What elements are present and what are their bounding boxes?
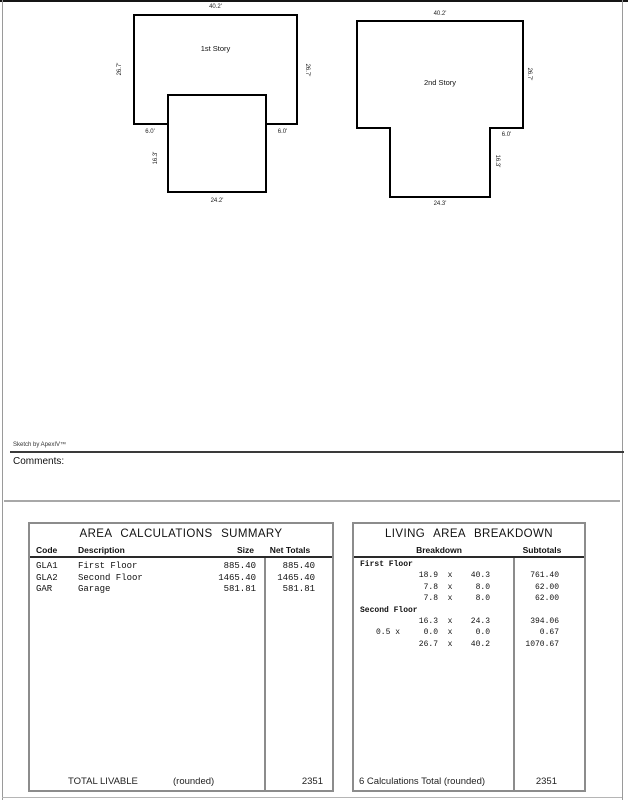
table-row [354,617,584,628]
breakdown-table-title: LIVING AREA BREAKDOWN [385,528,553,540]
breakdown-cell-subtotal: 394.06 [530,617,559,626]
table-row [354,594,584,605]
summary-total-label: TOTAL LIVABLE [68,776,138,787]
dim-garage-bottom: 24.2' [210,198,224,204]
section-rule [4,500,620,502]
table-row [354,571,584,582]
table-row [354,640,584,651]
breakdown-header-rule [354,556,584,558]
multiply-symbol: x [447,583,453,592]
table-row [30,573,332,584]
table-row [354,628,584,639]
breakdown-cell-dim-a: 7.8 [423,583,438,592]
summary-cell-size: 1465.40 [218,572,256,583]
area-calculations-summary-table [28,522,334,792]
summary-cell-code: GLA1 [36,561,58,571]
summary-cell-size: 885.40 [223,561,256,571]
summary-header-description: Description [78,545,125,555]
multiply-symbol: x [447,594,453,603]
table-row [30,584,332,595]
dim-first-right: 26.7' [304,63,310,77]
breakdown-cell-dim-b: 40.2 [470,640,490,649]
summary-total-note: (rounded) [173,776,215,787]
breakdown-total-value: 2351 [535,776,557,787]
sketch-credit: Sketch by ApexIV™ [13,442,67,448]
breakdown-cell-dim-b: 24.3 [470,617,490,626]
table-row [354,560,584,571]
dim-first-bottom-right: 6.0' [277,129,288,135]
dim-garage-side: 16.3' [153,151,159,165]
breakdown-cell-dim-a: 26.7 [418,640,438,649]
breakdown-cell-prefix: 0.5 x [375,628,400,637]
breakdown-cell-subtotal: 62.00 [534,594,559,603]
dim-second-ext-side: 16.3' [494,154,500,168]
dim-second-top: 40.2' [433,11,447,17]
summary-header-net-totals: Net Totals [269,545,311,555]
breakdown-cell-dim-b: 0.0 [475,628,490,637]
breakdown-cell-dim-a: 18.9 [418,571,438,580]
breakdown-cell-dim-a: 0.0 [423,628,438,637]
table-row [354,583,584,594]
summary-cell-code: GLA2 [36,572,58,583]
breakdown-cell-dim-b: 8.0 [475,594,490,603]
first-story-label: 1st Story [200,44,231,53]
breakdown-header-breakdown: Breakdown [416,545,462,555]
comments-label: Comments: [13,456,65,467]
breakdown-cell-subtotal: 761.40 [530,571,559,580]
multiply-symbol: x [447,628,453,637]
summary-cell-description: Second Floor [78,572,143,583]
summary-cell-description: First Floor [78,561,138,571]
second-story-label: 2nd Story [423,78,457,87]
page-border-left [2,0,3,800]
dim-first-left: 26.7' [117,62,123,76]
dim-first-bottom-left: 6.0' [145,129,155,135]
breakdown-cell-dim-a: 7.8 [423,594,438,603]
page-border-right [622,0,623,800]
breakdown-cell-dim-b: 8.0 [475,583,490,592]
living-area-breakdown-table [352,522,586,792]
summary-table-title: AREA CALCULATIONS SUMMARY [79,528,283,540]
page-border-top [0,0,628,2]
summary-cell-code: GAR [36,584,53,594]
credit-rule [10,451,624,453]
multiply-symbol: x [447,640,453,649]
summary-header-size: Size [236,545,254,555]
table-row [354,606,584,617]
multiply-symbol: x [447,617,453,626]
garage-outline [167,94,267,193]
breakdown-cell-subtotal: 62.00 [534,583,559,592]
page-border-bottom [2,797,622,798]
dim-second-step: 6.0' [501,132,512,138]
breakdown-total-label: 6 Calculations Total (rounded) [359,776,486,787]
dim-first-top: 40.2' [209,4,222,10]
breakdown-cell-subtotal: 1070.67 [525,640,559,649]
breakdown-cell-dim-b: 40.3 [470,571,490,580]
breakdown-cell-dim-a: 16.3 [418,617,438,626]
summary-cell-size: 581.81 [223,584,256,594]
summary-cell-description: Garage [78,584,111,594]
summary-header-rule [30,556,332,558]
dim-second-right: 26.7' [526,67,532,81]
second-story-outline [350,15,530,205]
breakdown-section-label: First Floor [360,560,413,569]
breakdown-header-subtotals: Subtotals [522,545,562,555]
summary-header-code: Code [36,545,58,555]
summary-total-value: 2351 [301,776,323,787]
breakdown-cell-subtotal: 0.67 [539,628,559,637]
summary-cell-net: 1465.40 [277,572,315,583]
breakdown-section-label: Second Floor [360,606,418,615]
summary-cell-net: 581.81 [282,584,315,594]
dim-second-ext-bottom: 24.3' [433,201,447,207]
summary-cell-net: 885.40 [282,561,315,571]
multiply-symbol: x [447,571,453,580]
table-row [30,561,332,572]
